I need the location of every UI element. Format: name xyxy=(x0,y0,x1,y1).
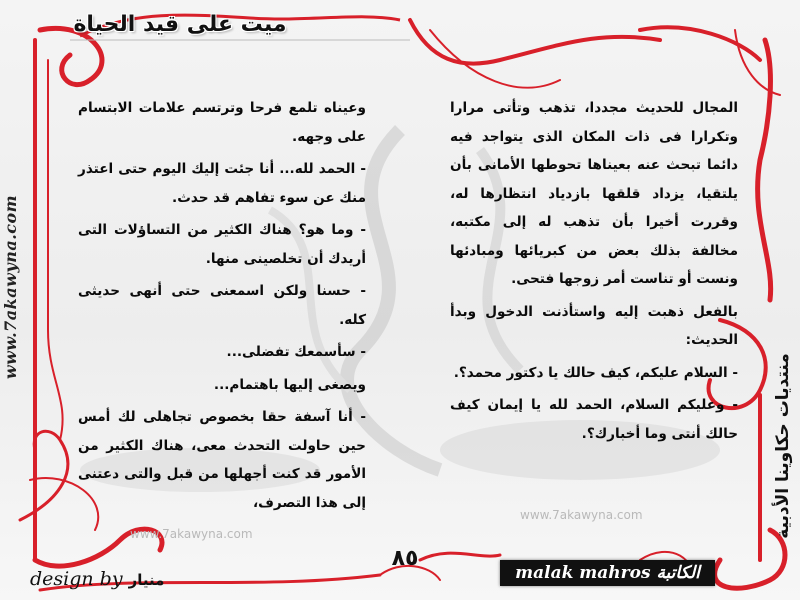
page-title: ميت على قيد الحياة xyxy=(73,12,287,37)
paragraph: - وما هو؟ هناك الكثير من التساؤلات التى أريدك أن تخلصينى منها. xyxy=(78,222,366,267)
paragraph: المجال للحديث مجددا، تذهب وتأتى مرارا وتكرارا فى ذات المكان الذى يتواجد فيه دائما تبحث عنه بعيناها تحوطها الأمانى بأن يلتقيا، يزداد قلقها بازدياد انتظارها له، وقررت أخيرا بأن تذهب له إلى مكتبه، مخالفة بذلك بعض من كبريائها ومبادئها ونست أو تناست أمر زوجها فتحى. xyxy=(450,100,738,287)
paragraph: - وعليكم السلام، الحمد لله يا إيمان كيف حالك أنتى وما أخبارك؟. xyxy=(450,397,738,442)
text-column-right xyxy=(450,94,738,452)
watermark-site-right: www.7akawyna.com xyxy=(520,508,643,522)
paragraph: ويصغى إليها باهتمام... xyxy=(213,376,366,393)
paragraph: - سأسمعك تفضلى... xyxy=(226,344,366,360)
design-credit xyxy=(30,568,180,594)
paragraph: بالفعل ذهبت إليه واستأذنت الدخول وبدأ الحديث: xyxy=(450,303,738,348)
author-badge: malak mahros الكاتبة xyxy=(500,560,715,586)
watermark-site-left: www.7akawyna.com xyxy=(130,527,253,541)
paragraph: - أنا آسفة حقا بخصوص تجاهلى لك أمس حين حاولت التحدث معى، هناك الكثير من الأمور قد كنت أجهلها من قبل والتى دعتنى إلى هذا التصرف، xyxy=(78,409,366,511)
paragraph: - حسنا ولكن اسمعنى حتى أنهى حديثى كله. xyxy=(78,283,366,328)
page-number: ٨٥ xyxy=(391,546,419,571)
paragraph: - السلام عليكم، كيف حالك يا دكتور محمد؟. xyxy=(453,364,738,381)
paragraph: وعيناه تلمع فرحا وترتسم علامات الابتسام على وجهه. xyxy=(78,100,366,145)
site-url-vertical xyxy=(0,20,28,560)
forum-name-vertical xyxy=(772,300,800,590)
design-label: design by xyxy=(30,568,123,590)
site-url-text: www.7akawyna.com xyxy=(1,194,20,380)
designer-name: منيار xyxy=(128,571,165,589)
paragraph: - الحمد لله... أنا جئت إليك اليوم حتى اعتذر منك عن سوء تفاهم قد حدث. xyxy=(78,161,366,206)
text-column-left xyxy=(78,94,366,521)
forum-name-text: منتديات حكاوينا الأدبية xyxy=(773,353,793,539)
